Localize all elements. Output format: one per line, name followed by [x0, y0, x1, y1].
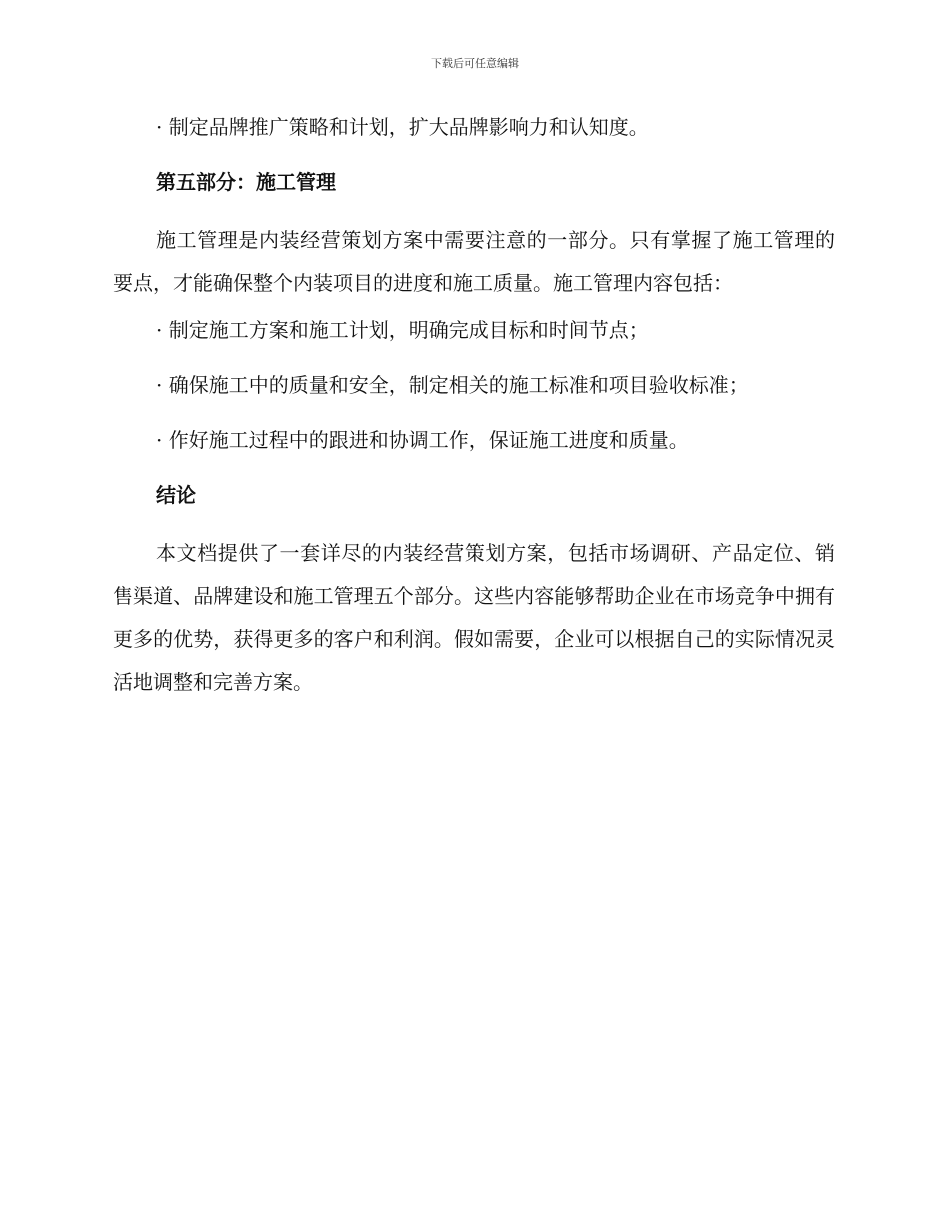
- conclusion-heading: 结论: [156, 483, 196, 507]
- page-header: 下载后可任意编辑: [431, 57, 519, 70]
- section5-heading: 第五部分：施工管理: [156, 170, 336, 194]
- section5-bullet-quality: · 确保施工中的质量和安全，制定相关的施工标准和项目验收标准；: [156, 373, 749, 397]
- document-body: [113, 110, 835, 712]
- conclusion-paragraph: 本文档提供了一套详尽的内装经营策划方案，包括市场调研、产品定位、销售渠道、品牌建设和施工管理五个部分。这些内容能够帮助企业在市场竞争中拥有更多的优势，获得更多的客户和利润。假如需要，企业可以根据自己的实际情况灵活地调整和完善方案。: [113, 541, 835, 694]
- section5-bullet-plan: · 制定施工方案和施工计划，明确完成目标和时间节点；: [156, 318, 649, 342]
- section5-bullet-coordination: · 作好施工过程中的跟进和协调工作，保证施工进度和质量。: [156, 428, 689, 452]
- bullet-brand-promotion: · 制定品牌推广策略和计划，扩大品牌影响力和认知度。: [156, 115, 649, 139]
- section5-intro-paragraph: 施工管理是内装经营策划方案中需要注意的一部分。只有掌握了施工管理的要点，才能确保整个内装项目的进度和施工质量。施工管理内容包括：: [113, 228, 835, 295]
